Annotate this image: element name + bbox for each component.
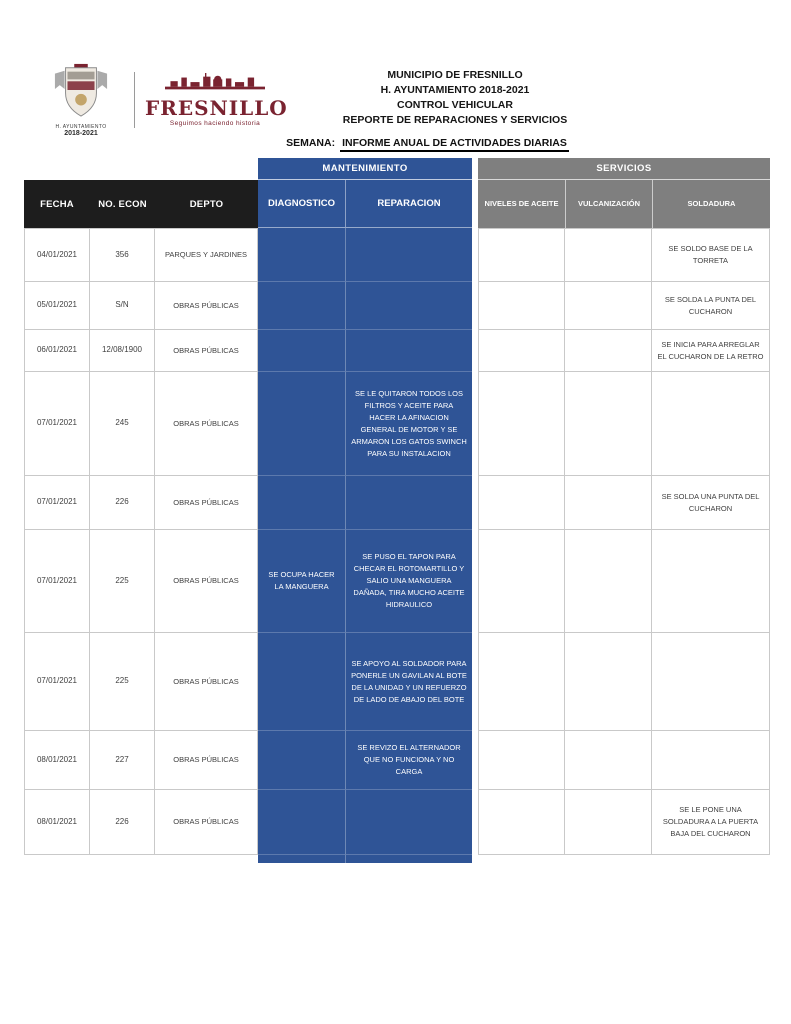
- cell-no-econ: 226: [90, 790, 155, 855]
- col-header-niveles-de-aceite: NIVELES DE ACEITE: [478, 180, 565, 228]
- crest-icon: [48, 62, 114, 118]
- cell-soldadura: [652, 530, 770, 633]
- semana-label: SEMANA:: [286, 137, 336, 149]
- cell-reparacion: SE LE QUITARON TODOS LOS FILTROS Y ACEITE PARA HACER LA AFINACION GENERAL DE MOTOR Y SE ARMARON LOS GATOS SWINCH PARA SU INSTALACION: [345, 372, 472, 476]
- cell-vulcanizacion: [565, 530, 652, 633]
- cell-vulcanizacion: [565, 282, 652, 330]
- document-title-block: [300, 68, 610, 128]
- table-row: [24, 731, 770, 790]
- col-header-vulcanizacion: VULCANIZACIÓN: [565, 180, 652, 228]
- table-header-row: [24, 180, 770, 228]
- cell-soldadura: [652, 372, 770, 476]
- cell-no-econ: S/N: [90, 282, 155, 330]
- cell-depto: PARQUES Y JARDINES: [155, 228, 258, 282]
- cell-no-econ: 225: [90, 530, 155, 633]
- cell-vulcanizacion: [565, 372, 652, 476]
- cell-fecha: 07/01/2021: [24, 476, 90, 530]
- strip-diagnostico: [258, 855, 345, 863]
- cell-fecha: 07/01/2021: [24, 372, 90, 476]
- table-bottom-strip: [24, 855, 770, 863]
- cell-vulcanizacion: [565, 476, 652, 530]
- report-table: [24, 158, 770, 863]
- cell-soldadura: [652, 731, 770, 790]
- cell-fecha: 04/01/2021: [24, 228, 90, 282]
- title-line-2: H. AYUNTAMIENTO 2018-2021: [380, 84, 530, 96]
- strip-spacer: [24, 855, 258, 863]
- semana-value: INFORME ANUAL DE ACTIVIDADES DIARIAS: [340, 137, 569, 152]
- crest-years: 2018-2021: [64, 130, 98, 137]
- cell-niveles-de-aceite: [478, 476, 565, 530]
- semana-line: [255, 137, 600, 149]
- cell-vulcanizacion: [565, 731, 652, 790]
- table-row: [24, 633, 770, 731]
- cell-depto: OBRAS PÚBLICAS: [155, 633, 258, 731]
- cell-vulcanizacion: [565, 790, 652, 855]
- table-row: [24, 228, 770, 282]
- strip-spacer: [478, 855, 770, 863]
- cell-diagnostico: SE OCUPA HACER LA MANGUERA: [258, 530, 345, 633]
- strip-reparacion: [345, 855, 472, 863]
- cell-vulcanizacion: [565, 330, 652, 372]
- cell-soldadura: SE SOLDA UNA PUNTA DEL CUCHARON: [652, 476, 770, 530]
- cell-depto: OBRAS PÚBLICAS: [155, 282, 258, 330]
- title-line-4: REPORTE DE REPARACIONES Y SERVICIOS: [342, 114, 568, 126]
- cell-reparacion: [345, 282, 472, 330]
- cell-niveles-de-aceite: [478, 282, 565, 330]
- table-row: [24, 282, 770, 330]
- cell-fecha: 08/01/2021: [24, 731, 90, 790]
- cell-soldadura: SE LE PONE UNA SOLDADURA A LA PUERTA BAJA DEL CUCHARON: [652, 790, 770, 855]
- cell-soldadura: SE SOLDO BASE DE LA TORRETA: [652, 228, 770, 282]
- logo-area: [38, 62, 288, 137]
- table-row: [24, 330, 770, 372]
- cell-niveles-de-aceite: [478, 530, 565, 633]
- cell-fecha: 07/01/2021: [24, 530, 90, 633]
- cell-diagnostico: [258, 731, 345, 790]
- cell-depto: OBRAS PÚBLICAS: [155, 530, 258, 633]
- cell-vulcanizacion: [565, 633, 652, 731]
- cell-niveles-de-aceite: [478, 633, 565, 731]
- crest-caption: H. AYUNTAMIENTO: [55, 124, 107, 130]
- cell-no-econ: 225: [90, 633, 155, 731]
- cell-reparacion: [345, 790, 472, 855]
- cell-soldadura: SE SOLDA LA PUNTA DEL CUCHARON: [652, 282, 770, 330]
- cell-reparacion: SE REVIZO EL ALTERNADOR QUE NO FUNCIONA Y NO CARGA: [345, 731, 472, 790]
- cell-diagnostico: [258, 330, 345, 372]
- cell-depto: OBRAS PÚBLICAS: [155, 731, 258, 790]
- table-row: [24, 530, 770, 633]
- table-row: [24, 372, 770, 476]
- cell-soldadura: [652, 633, 770, 731]
- cell-niveles-de-aceite: [478, 330, 565, 372]
- col-header-depto: DEPTO: [155, 180, 258, 228]
- logo-divider: [134, 72, 135, 128]
- cell-reparacion: [345, 228, 472, 282]
- cell-no-econ: 356: [90, 228, 155, 282]
- cell-no-econ: 12/08/1900: [90, 330, 155, 372]
- table-row: [24, 790, 770, 855]
- col-header-diagnostico: DIAGNOSTICO: [258, 180, 345, 228]
- cell-no-econ: 245: [90, 372, 155, 476]
- cell-niveles-de-aceite: [478, 372, 565, 476]
- fresnillo-wordmark: FRESNILLO: [145, 95, 288, 120]
- cell-fecha: 07/01/2021: [24, 633, 90, 731]
- cell-fecha: 08/01/2021: [24, 790, 90, 855]
- cell-depto: OBRAS PÚBLICAS: [155, 330, 258, 372]
- group-header-servicios: SERVICIOS: [478, 158, 770, 180]
- cell-niveles-de-aceite: [478, 731, 565, 790]
- table-row: [24, 476, 770, 530]
- fresnillo-logo: [145, 73, 288, 127]
- cell-no-econ: 227: [90, 731, 155, 790]
- cell-diagnostico: [258, 790, 345, 855]
- group-header-mantenimiento: MANTENIMIENTO: [258, 158, 472, 180]
- title-line-1: MUNICIPIO DE FRESNILLO: [387, 69, 523, 81]
- cell-vulcanizacion: [565, 228, 652, 282]
- cell-reparacion: [345, 476, 472, 530]
- cell-soldadura: SE INICIA PARA ARREGLAR EL CUCHARON DE LA RETRO: [652, 330, 770, 372]
- cell-diagnostico: [258, 476, 345, 530]
- cell-reparacion: [345, 330, 472, 372]
- cell-no-econ: 226: [90, 476, 155, 530]
- table-group-header-row: [24, 158, 770, 180]
- cell-reparacion: SE PUSO EL TAPON PARA CHECAR EL ROTOMARTILLO Y SALIO UNA MANGUERA DAÑADA, TIRA MUCHO ACEITE HIDRAULICO: [345, 530, 472, 633]
- cell-fecha: 05/01/2021: [24, 282, 90, 330]
- cell-depto: OBRAS PÚBLICAS: [155, 790, 258, 855]
- col-header-soldadura: SOLDADURA: [652, 180, 770, 228]
- title-line-3: CONTROL VEHICULAR: [397, 99, 513, 111]
- municipal-crest: [38, 62, 124, 137]
- cell-depto: OBRAS PÚBLICAS: [155, 372, 258, 476]
- cell-diagnostico: [258, 282, 345, 330]
- col-header-no-econ: NO. ECON: [90, 180, 155, 228]
- cell-reparacion: SE APOYO AL SOLDADOR PARA PONERLE UN GAVILAN AL BOTE DE LA UNIDAD Y UN REFUERZO DE LADO DE ABAJO DEL BOTE: [345, 633, 472, 731]
- col-header-fecha: FECHA: [24, 180, 90, 228]
- cell-diagnostico: [258, 633, 345, 731]
- cell-niveles-de-aceite: [478, 228, 565, 282]
- col-header-reparacion: REPARACION: [345, 180, 472, 228]
- cell-niveles-de-aceite: [478, 790, 565, 855]
- cell-diagnostico: [258, 228, 345, 282]
- table-corner-spacer: [24, 158, 258, 180]
- cell-depto: OBRAS PÚBLICAS: [155, 476, 258, 530]
- building-icon: [156, 73, 274, 93]
- fresnillo-tagline: Seguimos haciendo historia: [169, 119, 261, 127]
- cell-diagnostico: [258, 372, 345, 476]
- cell-fecha: 06/01/2021: [24, 330, 90, 372]
